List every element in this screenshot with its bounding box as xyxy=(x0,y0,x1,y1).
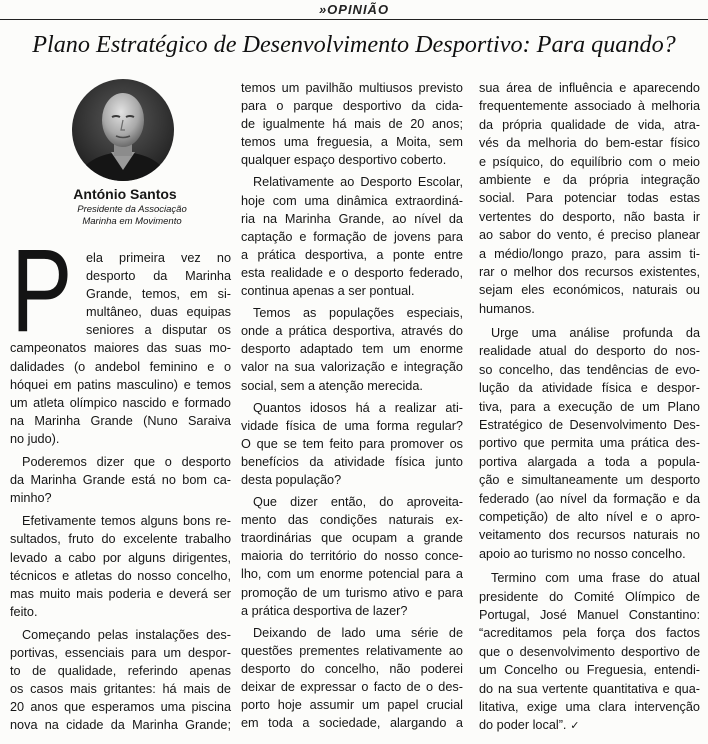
article-paragraph xyxy=(241,493,463,620)
article-text-line: levado a cabo por alguns dirigentes, xyxy=(10,550,231,565)
article-paragraph xyxy=(241,304,463,394)
article-text-line: Efetivamente temos alguns bons re- xyxy=(22,514,231,529)
article-text-line: continua apenas a ser pontual. xyxy=(241,284,415,299)
author-name: António Santos xyxy=(73,186,177,202)
article-text-line: deixar de expressar o facto de o des- xyxy=(241,680,463,694)
article-paragraph xyxy=(10,626,231,735)
article-text-line: multâneo, duas equipas xyxy=(86,305,231,320)
article-text-line: competição) de alto nível e o apro- xyxy=(479,509,700,524)
article-text-line: benefícios da atividade física junto xyxy=(241,454,463,469)
article-paragraph xyxy=(241,399,463,489)
article-paragraph xyxy=(479,324,700,563)
article-text-line: do poder local”. ✓ xyxy=(479,718,580,733)
article-text-line: social, sem a atenção merecida. xyxy=(241,378,423,393)
article-text-line: sultados, fruto do excelente trabalho xyxy=(10,532,231,547)
article-text-line: veitamento dos recursos naturais no xyxy=(479,528,700,543)
article-paragraph xyxy=(241,173,463,300)
article-text-line: da própria qualidade de vida, atra- xyxy=(479,117,700,132)
article-text-line: sejam eles económicos, naturais ou xyxy=(479,283,700,298)
article-column-1 xyxy=(10,225,231,734)
article-text-line: mas muito mais poderia e deverá ser xyxy=(10,586,231,601)
article-text-line: em toda a sociedade, alargando a xyxy=(241,716,463,731)
article-text-line: O que se tem feito para promover os xyxy=(241,436,463,451)
article-text-line: desporto adaptado tem um enorme xyxy=(241,342,463,357)
article-text-line: apoio ao turismo no nosso concelho. xyxy=(479,546,686,561)
article-text-line: do na sua vertente quantitativa e qua- xyxy=(479,681,700,696)
article-text-line: Poderemos dizer que o desporto xyxy=(22,455,231,470)
article-text-line: sua área de influência e aparecendo xyxy=(479,81,700,95)
article-text-line: minho? xyxy=(10,491,52,506)
article-text-line: Estratégico de Desenvolvimento Des- xyxy=(479,418,700,433)
article-text-line: ção e simultaneamente um desporto xyxy=(479,473,700,488)
article-text-line: vidade física de uma forma regular? xyxy=(241,418,463,433)
article-text-line: Termino com uma frase do atual xyxy=(491,571,700,586)
article-text-line: portivo que permita uma prática des- xyxy=(479,436,700,451)
author-role-line: Presidente da Associação xyxy=(77,204,187,215)
article-text-line: e psíquico, do equilíbrio com o meio xyxy=(479,154,700,169)
article-text-line: humanos. xyxy=(479,301,535,316)
article-text-line: Urge uma análise profunda da xyxy=(491,326,700,341)
article-text-line: temos um pavilhão multiusos previsto xyxy=(241,81,463,95)
article-text-line: campeonatos maiores das suas mo- xyxy=(10,341,231,356)
article-text-line: ria na Marinha Grande, ao nível da xyxy=(241,211,463,226)
article-text-line: ela primeira vez no xyxy=(86,251,231,265)
article-text-line: hóquei em patins masculino) e temos xyxy=(10,377,231,392)
article-text-line: realidade atual do desporto do nos- xyxy=(479,344,700,359)
article-text-line: valor na sua valorização e integração xyxy=(241,360,463,375)
article-column-2 xyxy=(241,79,463,732)
article-text-line: Deixando de lado uma série de xyxy=(253,625,463,640)
article-text-line: questões prementes relativamente ao xyxy=(241,643,463,658)
article-text-line: no judo). xyxy=(10,431,60,446)
article-text-line: desporto da Marinha xyxy=(86,269,231,284)
article-text-line: ao sabor do vento, é preciso planear xyxy=(479,228,700,243)
article-text-line: “acreditamos pela força dos factos xyxy=(479,626,700,641)
article-text-line: feito. xyxy=(10,604,38,619)
article-text-line: a prática desportiva, a ponte entre xyxy=(241,247,463,262)
article-text-line: um Concelho ou Freguesia, entendi- xyxy=(479,663,700,678)
article-text-line: promoção de um turismo ativo e para xyxy=(241,585,463,600)
article-text-line: hoje com uma dinâmica extraordiná- xyxy=(241,193,463,208)
article-text-line: Grande, temos, em si- xyxy=(86,287,231,302)
article-text-line: vertentes do desporto, não basta ir xyxy=(479,209,700,224)
article-text-line: Quantos idosos há a realizar ati- xyxy=(253,400,463,415)
article-text-line: litativa, exige uma clara intervenção xyxy=(479,699,700,714)
article-paragraph xyxy=(241,624,463,733)
article-text-line: social. Para potenciar todas estas xyxy=(479,191,700,206)
article-text-line: a médio/longo prazo, para assim ti- xyxy=(479,246,700,261)
article-text-line: os casos mais gritantes: há mais de xyxy=(10,682,231,697)
article-text-line: porto hoje assumir um papel crucial xyxy=(241,698,463,713)
author-role-line: Marinha em Movimento xyxy=(82,216,182,227)
drop-cap: P xyxy=(11,225,73,357)
article-text-line: lução da atividade física e despor- xyxy=(479,381,700,396)
article-text-line: Começando pelas instalações des- xyxy=(22,627,231,642)
article-text-line: qualquer espaço desportivo coberto. xyxy=(241,153,447,168)
article-text-line: federado (ao nível da formação e da xyxy=(479,491,700,506)
article-text-line: ambiente e da própria integração xyxy=(479,172,700,187)
article-text-line: Portugal, José Manuel Constantino: xyxy=(479,607,700,622)
article-paragraph xyxy=(479,79,700,318)
article-text-line: para o parque desportivo da cida- xyxy=(241,99,463,114)
article-text-line: de igualmente há mais de 20 anos; xyxy=(241,117,463,132)
article-text-line: rar o melhor dos recursos existentes, xyxy=(479,264,700,279)
article-text-line: portiva alargada a toda a popula- xyxy=(479,454,700,469)
article-text-line: Temos as populações especiais, xyxy=(253,306,463,321)
end-mark-icon: ✓ xyxy=(566,719,580,733)
article-title: Plano Estratégico de Desenvolvimento Desportivo: Para quando? xyxy=(32,31,676,58)
article-text-line: tiva, para a execução de um Plano xyxy=(479,399,700,414)
article-text-line: a prática desportiva de lazer? xyxy=(241,603,408,618)
article-text-line: Relativamente ao Desporto Escolar, xyxy=(253,175,463,190)
article-paragraph xyxy=(479,569,700,735)
article-text-line: desporto do concelho, não poderei xyxy=(241,661,463,676)
article-paragraph xyxy=(241,79,463,169)
article-text-line: Que dizer então, do aproveita- xyxy=(253,495,463,510)
article-text-line: que o desenvolvimento desportivo de xyxy=(479,644,700,659)
article-text-line: desta população? xyxy=(241,472,342,487)
article-text-line: técnicos e atletas do nosso concelho, xyxy=(10,568,231,583)
article-paragraph xyxy=(10,512,231,621)
article-column-3 xyxy=(479,79,700,735)
article-text-line: presidente do Comité Olímpico de xyxy=(479,589,700,604)
author-photo xyxy=(71,78,175,182)
article-text-line: traordinárias que ocupam a grande xyxy=(241,531,463,546)
article-text-line: dalidades (o andebol feminino e o xyxy=(10,359,231,374)
article-text-line: vés da melhoria do bem-estar físico xyxy=(479,136,700,151)
article-text-line: lho, com um enorme potencial para a xyxy=(241,567,463,582)
article-text-line: mento das condições naturais ex- xyxy=(241,513,463,528)
article-text-line: nova na cidade da Marinha Grande; xyxy=(10,718,231,733)
article-text-line: um atleta olímpico nascido e formado xyxy=(10,395,231,410)
article-text-line: seniores a disputar os xyxy=(86,323,231,338)
article-text-line: esta realidade e o desporto federado, xyxy=(241,265,463,280)
section-label: »OPINIÃO xyxy=(318,2,390,17)
article-text-line: da Marinha Grande está no bom ca- xyxy=(10,473,231,488)
article-text-line: to de qualidade, referindo apenas xyxy=(10,664,231,679)
article-text-line: na Marinha Grande (Nuno Saraiva xyxy=(10,413,231,428)
article-text-line: onde a prática desportiva, através do xyxy=(241,324,463,339)
article-text-line: 20 anos que esperamos uma piscina xyxy=(10,700,231,715)
article-text-line: frequentemente associado à melhoria xyxy=(479,99,700,114)
article-text-line: maioria do território do nosso conce- xyxy=(241,549,463,564)
article-text-line: portivas, essenciais para um despor- xyxy=(10,645,231,660)
article-text-line: captação e formação de jovens para xyxy=(241,229,463,244)
article-text-line: temos uma freguesia, a Moita, sem xyxy=(241,135,463,150)
article-paragraph xyxy=(10,453,231,507)
article-text-line: so concelho, das tendências de evo- xyxy=(479,362,700,377)
